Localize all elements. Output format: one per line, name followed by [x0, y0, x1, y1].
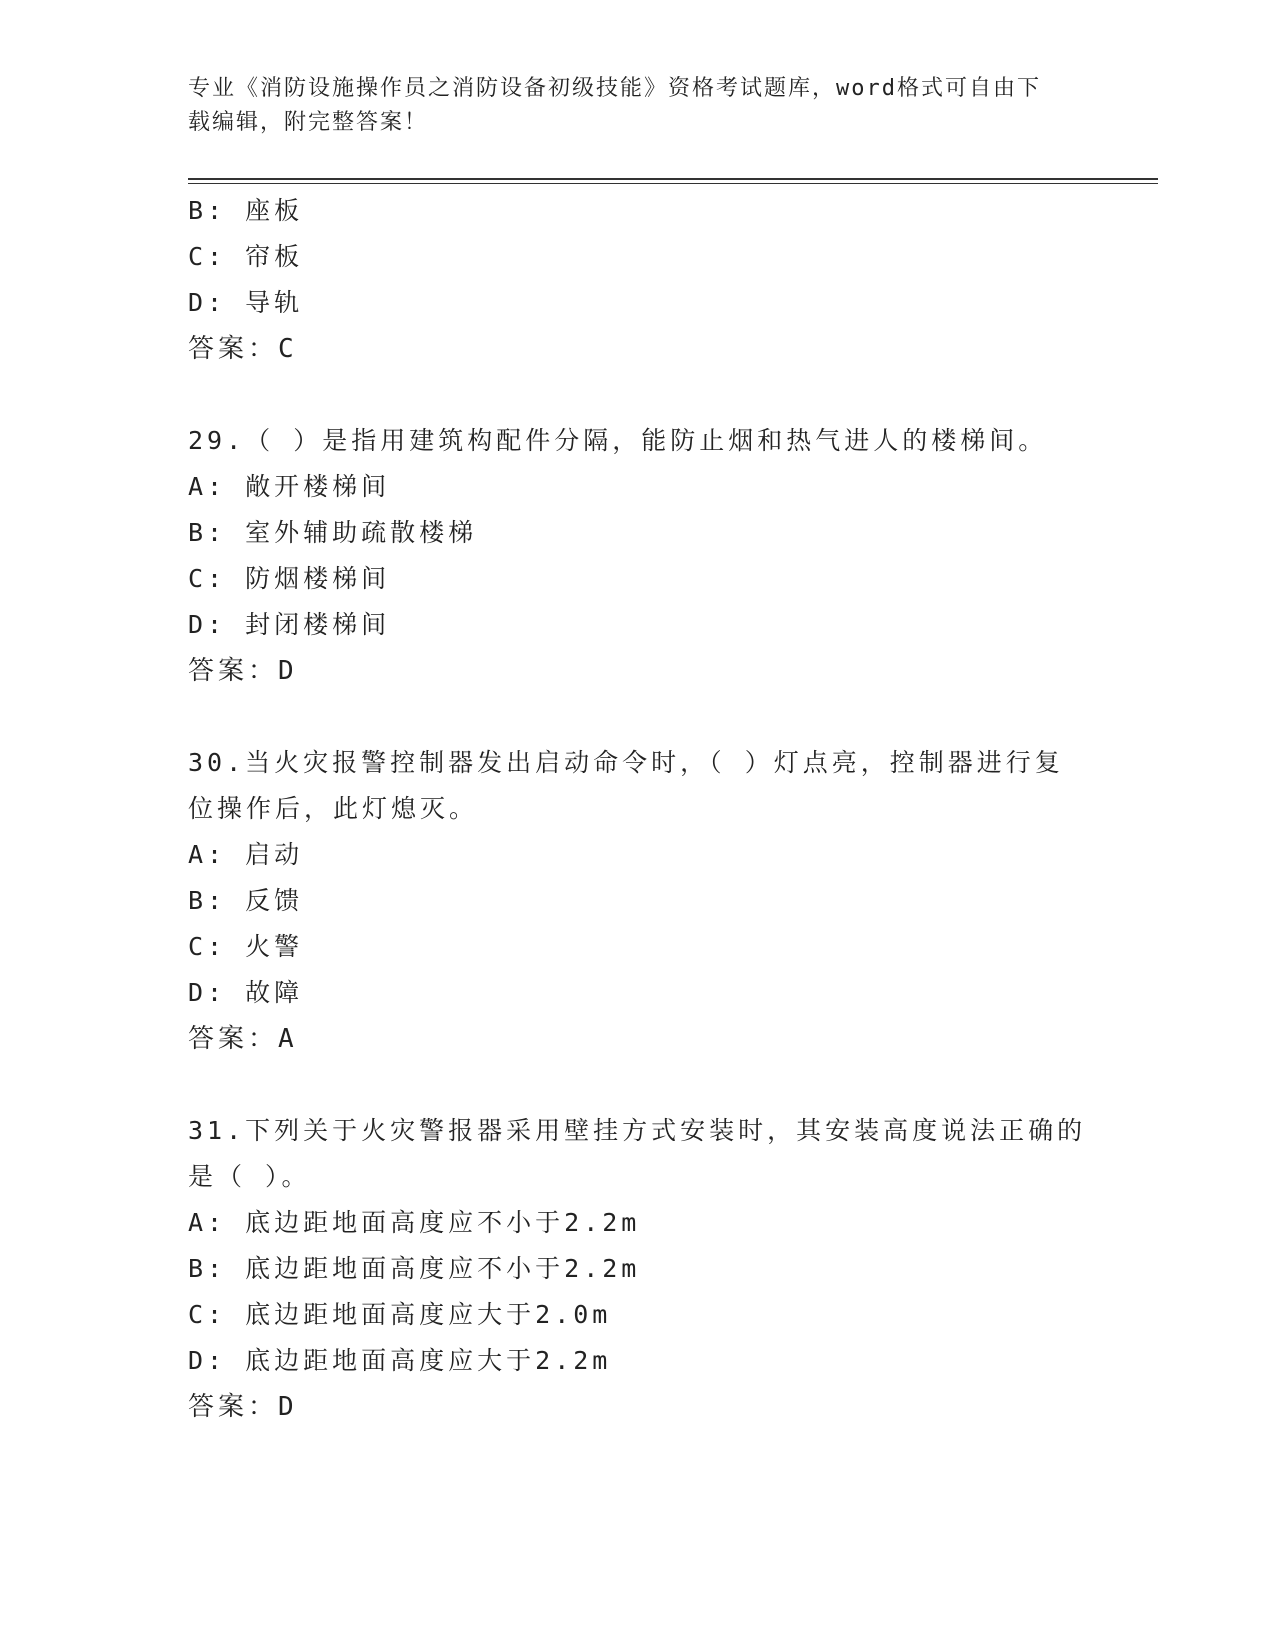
question-stem-continued: 是（ ）。 [188, 1162, 311, 1191]
header-line: 载编辑，附完整答案！ [188, 110, 429, 135]
answer-text: 答案：D [188, 656, 298, 686]
question-block-28 [188, 188, 1088, 372]
header-divider [188, 178, 1158, 184]
option-d: D: 封闭楼梯间 [188, 610, 391, 639]
answer-text: 答案：A [188, 1024, 298, 1054]
option-a: A: 启动 [188, 840, 304, 869]
question-stem: 29.（ ）是指用建筑构配件分隔，能防止烟和热气进人的楼梯间。 [188, 426, 1048, 455]
option-c: C: 火警 [188, 932, 304, 961]
option-a: A: 底边距地面高度应不小于2.2m [188, 1208, 641, 1237]
option-d: D: 故障 [188, 978, 304, 1007]
answer-text: 答案：C [188, 334, 298, 364]
option-d: D: 底边距地面高度应大于2.2m [188, 1346, 612, 1375]
spacer [188, 1062, 1088, 1108]
option-a: A: 敞开楼梯间 [188, 472, 391, 501]
option-c: C: 防烟楼梯间 [188, 564, 391, 593]
spacer [188, 694, 1088, 740]
question-stem: 30.当火灾报警控制器发出启动命令时，（ ）灯点亮，控制器进行复 [188, 748, 1064, 777]
option-b: B: 室外辅助疏散楼梯 [188, 518, 478, 547]
option-d: D: 导轨 [188, 288, 304, 317]
question-block-30 [188, 740, 1088, 1062]
question-stem: 31.下列关于火灾警报器采用壁挂方式安装时，其安装高度说法正确的 [188, 1116, 1087, 1145]
option-c: C: 帘板 [188, 242, 304, 271]
question-list [188, 188, 1088, 1430]
answer-text: 答案：D [188, 1392, 298, 1422]
question-block-31 [188, 1108, 1088, 1430]
option-b: B: 底边距地面高度应不小于2.2m [188, 1254, 641, 1283]
option-b: B: 座板 [188, 196, 304, 225]
header-line: 专业《消防设施操作员之消防设备初级技能》资格考试题库，word格式可自由下 [188, 76, 1041, 101]
question-stem-continued: 位操作后，此灯熄灭。 [188, 794, 479, 823]
option-c: C: 底边距地面高度应大于2.0m [188, 1300, 612, 1329]
question-block-29 [188, 418, 1088, 694]
option-b: B: 反馈 [188, 886, 304, 915]
document-header [188, 72, 1068, 140]
spacer [188, 372, 1088, 418]
